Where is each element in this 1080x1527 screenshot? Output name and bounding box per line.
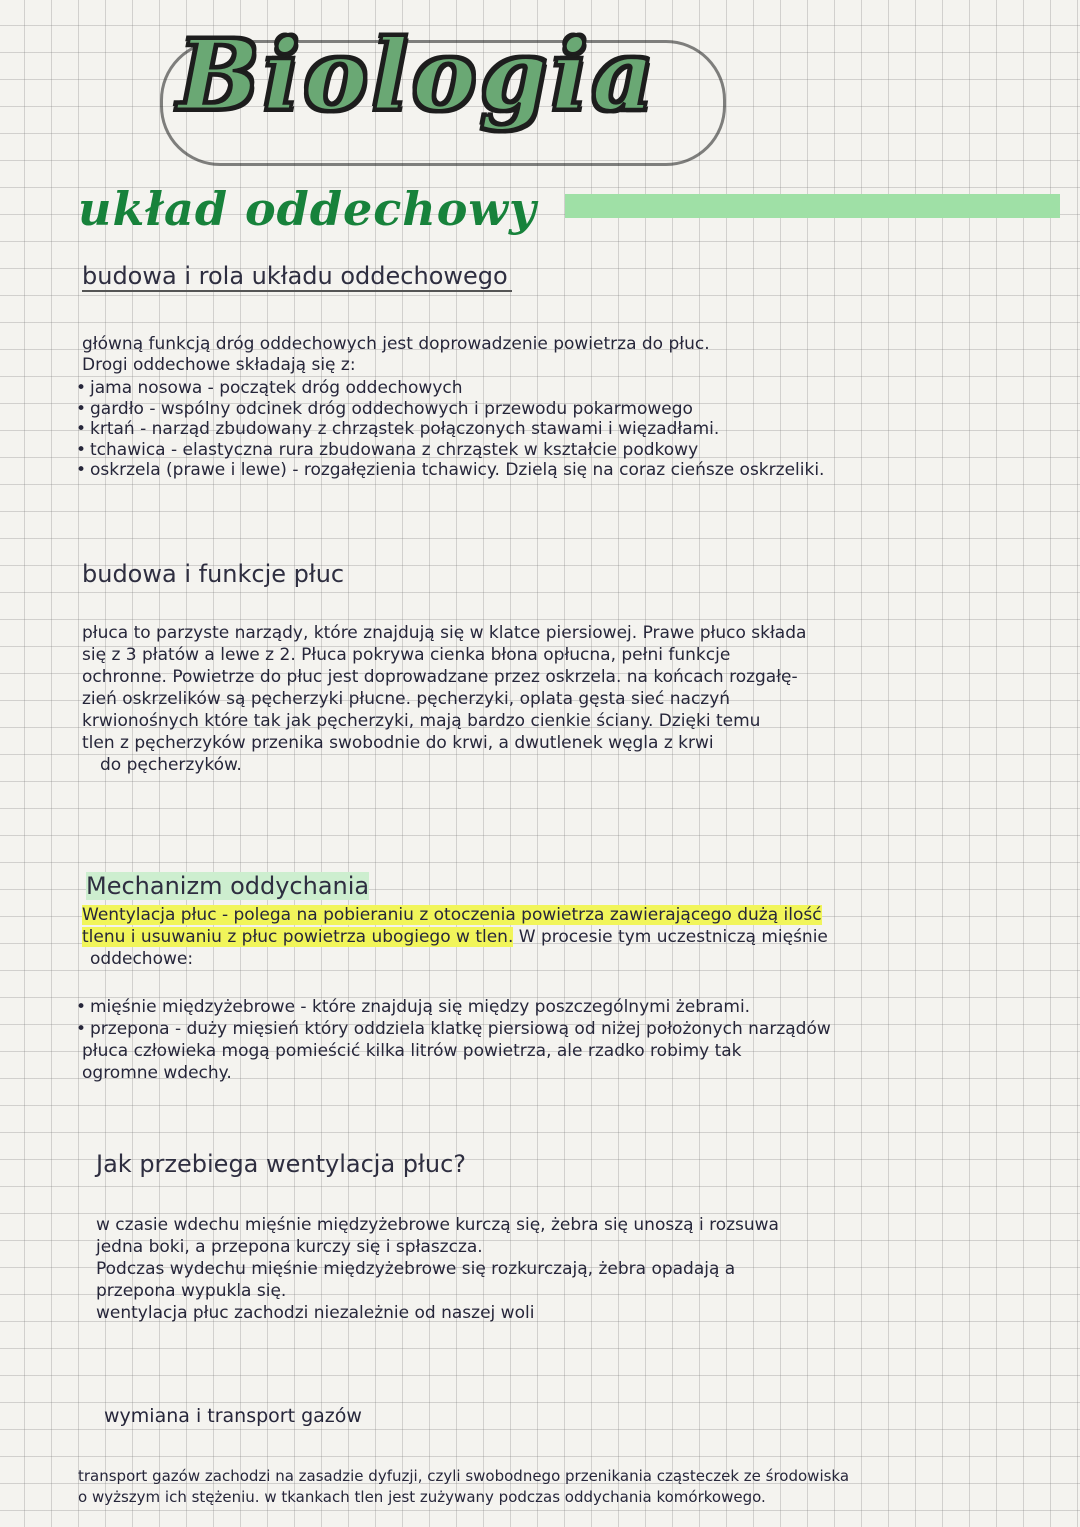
section-paragraph [96,1214,1071,1324]
section-intro: główną funkcją dróg oddechowych jest doprowadzenie powietrza do płuc. [82,334,710,354]
paragraph-line: transport gazów zachodzi na zasadzie dyfuzji, czyli swobodnego przenikania cząsteczek ze środowiska [78,1467,850,1485]
list-item: • jama nosowa - początek dróg oddechowych [76,378,824,399]
heading-highlight: Mechanizm oddychania [86,872,370,900]
bullet-list [76,996,1066,1040]
list-item: • gardło - wspólny odcinek dróg oddechowych i przewodu pokarmowego [76,399,824,420]
paragraph-line: płuca człowieka mogą pomieścić kilka litrów powietrza, ale rzadko robimy tak [82,1041,742,1061]
section-paragraph [82,1040,1072,1084]
paragraph-line: wentylacja płuc zachodzi niezależnie od naszej woli [96,1303,535,1323]
paragraph-line: tlen z pęcherzyków przenika swobodnie do krwi, a dwutlenek węgla z krwi [82,733,714,753]
paragraph-line: o wyższym ich stężeniu. w tkankach tlen jest zużywany podczas oddychania komórkowego. [78,1488,766,1506]
paragraph-line: do pęcherzyków. [100,755,242,775]
section-heading: budowa i rola układu oddechowego [82,262,512,292]
paragraph-line: się z 3 płatów a lewe z 2. Płuca pokrywa cienka błona opłucna, pełni funkcje [82,645,731,665]
paragraph-line: płuca to parzyste narządy, które znajdują się w klatce piersiowej. Prawe płuco składa [82,623,807,643]
list-item: • tchawica - elastyczna rura zbudowana z chrząstek w kształcie podkowy [76,440,824,461]
paragraph-line: oddechowe: [90,949,194,969]
list-item: • mięśnie międzyżebrowe - które znajdują się między poszczególnymi żebrami. [76,996,1066,1018]
page-title: Biologia [178,19,658,132]
page-subtitle: układ oddechowy [78,182,537,236]
paragraph-line: w czasie wdechu mięśnie międzyżebrowe kurczą się, żebra się unoszą i rozsuwa [96,1215,779,1235]
paragraph-text: W procesie tym uczestniczą mięśnie [513,927,828,947]
paragraph-line: krwionośnych które tak jak pęcherzyki, mają bardzo cienkie ściany. Dzięki temu [82,711,761,731]
section-heading: budowa i funkcje płuc [82,560,345,588]
section-heading: Jak przebiega wentylacja płuc? [96,1150,467,1178]
section-paragraph [78,1466,1068,1508]
paragraph-line: przepona wypukla się. [96,1281,287,1301]
section-paragraph [82,904,1072,970]
highlighted-text: Wentylacja płuc - polega na pobieraniu z otoczenia powietrza zawierającego dużą ilość [82,905,822,925]
section-heading: wymiana i transport gazów [104,1405,362,1427]
subtitle-highlight-bar [565,194,1060,218]
paragraph-line: ochronne. Powietrze do płuc jest doprowadzane przez oskrzela. na końcach rozgałę- [82,667,798,687]
paragraph-line: ogromne wdechy. [82,1063,232,1083]
list-item: • przepona - duży mięsień który oddziela klatkę piersiową od niżej położonych narządów [76,1018,1066,1040]
list-item: • oskrzela (prawe i lewe) - rozgałęzienia tchawicy. Dzielą się na coraz cieńsze oskrzeliki. [76,460,824,481]
highlighted-text: tlenu i usuwaniu z płuc powietrza ubogiego w tlen. [82,927,514,947]
section-intro-2: Drogi oddechowe składają się z: [82,355,356,375]
bullet-list [76,378,824,481]
paragraph-line: jedna boki, a przepona kurczy się i spłaszcza. [96,1237,483,1257]
paragraph-line: Podczas wydechu mięśnie międzyżebrowe się rozkurczają, żebra opadają a [96,1259,736,1279]
section-paragraph [82,622,1072,776]
list-item: • krtań - narząd zbudowany z chrząstek połączonych stawami i więzadłami. [76,419,824,440]
section-heading [86,872,369,900]
paragraph-line: zień oskrzelików są pęcherzyki płucne. pęcherzyki, oplata gęsta sieć naczyń [82,689,731,709]
